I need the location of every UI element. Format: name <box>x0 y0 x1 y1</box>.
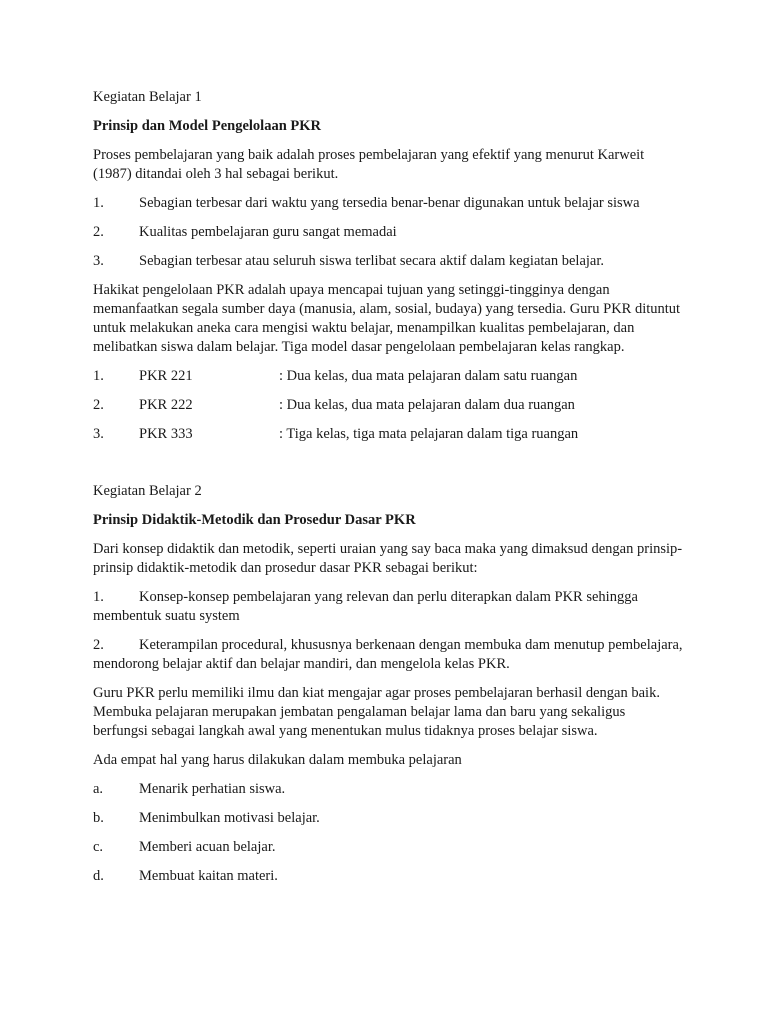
list-item-text: Sebagian terbesar dari waktu yang tersedia benar-benar digunakan untuk belajar siswa <box>139 195 640 211</box>
step-letter: d. <box>93 868 104 884</box>
section-2-lead-in: Ada empat hal yang harus dilakukan dalam membuka pelajaran <box>93 752 462 768</box>
step-item <box>93 867 683 886</box>
list-item-number: 1. <box>93 195 104 211</box>
step-text: Menarik perhatian siswa. <box>139 781 286 797</box>
step-text: Menimbulkan motivasi belajar. <box>139 810 320 826</box>
section-2-label: Kegiatan Belajar 2 <box>93 483 202 499</box>
document-body <box>93 88 683 896</box>
model-number: 1. <box>93 368 104 384</box>
list-item-text: Kualitas pembelajaran guru sangat memadai <box>139 224 397 240</box>
section-1-label: Kegiatan Belajar 1 <box>93 89 202 105</box>
list-item <box>93 223 683 242</box>
model-code: PKR 222 <box>139 397 193 413</box>
model-description: : Dua kelas, dua mata pelajaran dalam satu ruangan <box>279 368 578 384</box>
model-number: 3. <box>93 426 104 442</box>
section-2-paragraph: Guru PKR perlu memiliki ilmu dan kiat mengajar agar proses pembelajaran berhasil dengan baik. Membuka pelajaran merupakan jembatan pengalaman belajar lama dan baru yang sekaligus berfungsi sebagai langkah awal yang menentukan mulus tidaknya proses belajar siswa. <box>93 685 660 739</box>
step-text: Membuat kaitan materi. <box>139 868 278 884</box>
step-letter: b. <box>93 810 104 826</box>
section-2-heading: Prinsip Didaktik-Metodik dan Prosedur Dasar PKR <box>93 512 416 528</box>
section-spacer <box>93 454 683 482</box>
list-item <box>93 252 683 271</box>
step-item <box>93 780 683 799</box>
list-item-number: 3. <box>93 253 104 269</box>
step-item <box>93 809 683 828</box>
list-item-number: 2. <box>93 224 104 240</box>
model-row <box>93 425 683 444</box>
model-row <box>93 396 683 415</box>
model-code: PKR 333 <box>139 426 193 442</box>
model-description: : Tiga kelas, tiga mata pelajaran dalam tiga ruangan <box>279 426 579 442</box>
list-item-number: 2. <box>93 637 104 653</box>
step-item <box>93 838 683 857</box>
list-item <box>93 636 683 674</box>
section-1-heading: Prinsip dan Model Pengelolaan PKR <box>93 118 321 134</box>
list-item-text: Konsep-konsep pembelajaran yang relevan dan perlu diterapkan dalam PKR sehingga membentuk suatu system <box>93 589 638 624</box>
list-item-text: Sebagian terbesar atau seluruh siswa terlibat secara aktif dalam kegiatan belajar. <box>139 253 605 269</box>
model-row <box>93 367 683 386</box>
section-1-intro: Proses pembelajaran yang baik adalah proses pembelajaran yang efektif yang menurut Karweit (1987) ditandai oleh 3 hal sebagai berikut. <box>93 147 645 182</box>
section-1-paragraph: Hakikat pengelolaan PKR adalah upaya mencapai tujuan yang setinggi-tingginya dengan memanfaatkan segala sumber daya (manusia, alam, sosial, budaya) yang tersedia. Guru PKR dituntut untuk melakukan aneka cara mengisi waktu belajar, menampilkan kualitas pembelajaran, dan melibatkan siswa dalam belajar. Tiga model dasar pengelolaan pembelajaran kelas rangkap. <box>93 282 681 355</box>
section-2-intro: Dari konsep didaktik dan metodik, seperti uraian yang say baca maka yang dimaksud dengan prinsip-prinsip didaktik-metodik dan prosedur dasar PKR sebagai berikut: <box>93 541 683 576</box>
model-description: : Dua kelas, dua mata pelajaran dalam dua ruangan <box>279 397 575 413</box>
step-text: Memberi acuan belajar. <box>139 839 276 855</box>
model-code: PKR 221 <box>139 368 193 384</box>
step-letter: c. <box>93 839 104 855</box>
list-item <box>93 588 683 626</box>
model-number: 2. <box>93 397 104 413</box>
list-item <box>93 194 683 213</box>
list-item-number: 1. <box>93 589 104 605</box>
step-letter: a. <box>93 781 104 797</box>
list-item-text: Keterampilan procedural, khususnya berkenaan dengan membuka dam menutup pembelajara, mendorong belajar aktif dan belajar mandiri, dan mengelola kelas PKR. <box>93 637 683 672</box>
